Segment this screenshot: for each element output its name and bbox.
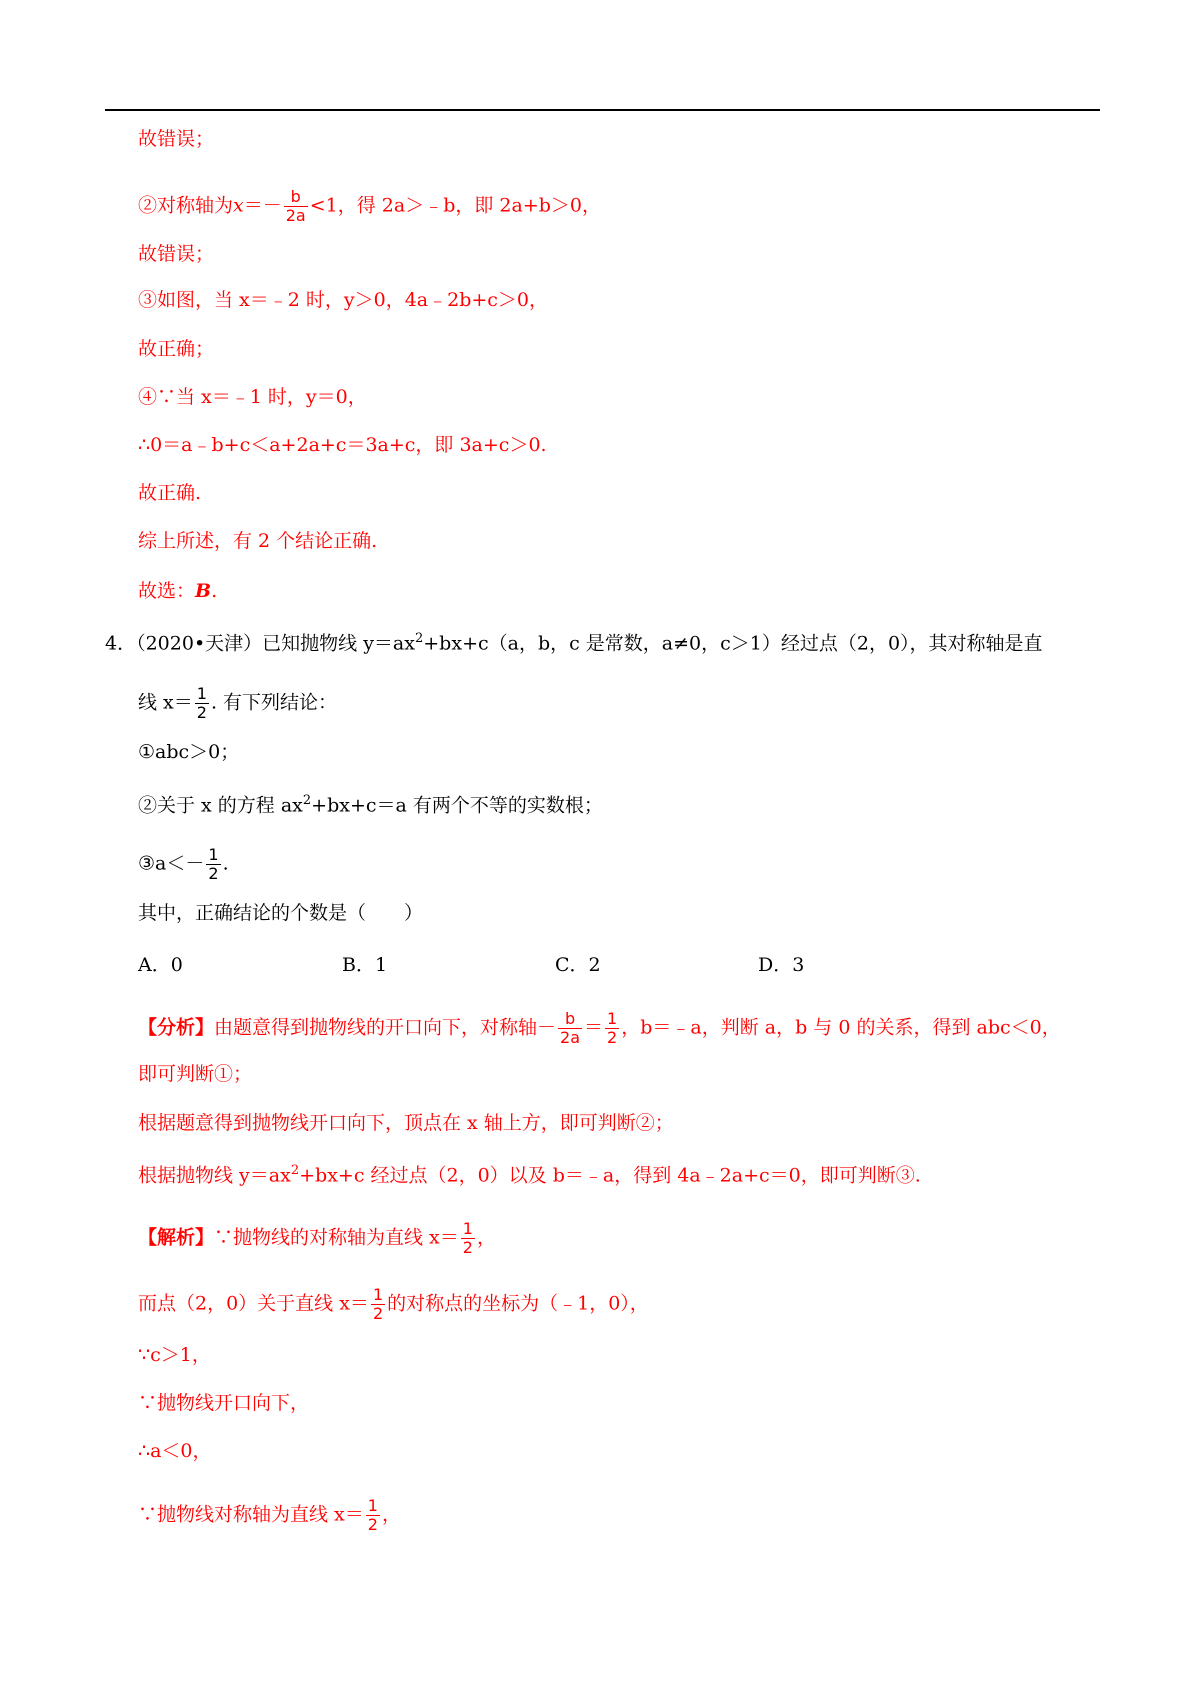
solution-tag: 【解析】: [138, 1226, 215, 1249]
solution-line-5: ∴a＜0，: [138, 1440, 212, 1462]
question-source: （2020•天津）: [136, 632, 263, 655]
fraction-one-half: $\frac{1}{2}$: [607, 1009, 618, 1047]
prev-line-3: 故错误；: [138, 243, 215, 265]
option-d: D．3: [758, 954, 805, 976]
solution-line-1: 【解析】∵抛物线的对称轴为直线 x＝ $\frac{1}{2}$ ，: [138, 1219, 496, 1257]
prev-line-7: ∴0＝a﹣b+c＜a+2a+c＝3a+c，即 3a+c＞0.: [138, 434, 547, 456]
conclusion-3: ③a＜－ $\frac{1}{2}$ .: [138, 845, 229, 883]
analysis-line-3: 根据题意得到抛物线开口向下，顶点在 x 轴上方，即可判断②；: [138, 1112, 674, 1134]
question-number: 4．: [105, 632, 137, 655]
prev-line-2: ②对称轴为x＝－ $\frac{b}{2a}$ <1，得 2a＞﹣b，即 2a+b＞0，: [138, 187, 601, 225]
analysis-tag: 【分析】: [138, 1016, 215, 1039]
solution-line-2: 而点（2，0）关于直线 x＝ $\frac{1}{2}$ 的对称点的坐标为（﹣1，0），: [138, 1285, 649, 1323]
option-a: A．0: [138, 954, 183, 976]
fraction-b-over-2a: $\frac{b}{2a}$: [285, 187, 306, 225]
fraction-b-over-2a: $\frac{b}{2a}$: [560, 1009, 581, 1047]
solution-line-6: ∵抛物线对称轴为直线 x＝ $\frac{1}{2}$ ，: [138, 1496, 401, 1534]
option-c: C．2: [555, 954, 601, 976]
solution-line-3: ∵c＞1，: [138, 1344, 211, 1366]
prev-line-1: 故错误；: [138, 128, 215, 150]
analysis-line-1: 【分析】由题意得到抛物线的开口向下，对称轴－ $\frac{b}{2a}$ ＝ $\frac{1}{2}$ ，b＝﹣a，判断 a，b 与 0 的关系，得到 abc＜0，: [138, 1009, 1061, 1047]
header-rule: [105, 109, 1100, 111]
analysis-line-2: 即可判断①；: [138, 1063, 253, 1085]
question-ask: 其中，正确结论的个数是（ ）: [138, 902, 424, 924]
prev-line-8: 故正确.: [138, 482, 202, 504]
fraction-one-half: $\frac{1}{2}$: [372, 1285, 384, 1323]
prev-line-5: 故正确；: [138, 338, 215, 360]
question-stem-line-2: 线 x＝ $\frac{1}{2}$ . 有下列结论：: [138, 684, 338, 722]
prev-line-6: ④∵当 x＝﹣1 时，y＝0，: [138, 386, 367, 408]
solution-line-4: ∵抛物线开口向下，: [138, 1392, 310, 1414]
conclusion-2: ②关于 x 的方程 $ax^2+bx+c=a$ 有两个不等的实数根；: [138, 793, 603, 817]
prev-line-4: ③如图，当 x＝﹣2 时，y＞0，4a﹣2b+c＞0，: [138, 289, 549, 311]
prev-line-9: 综上所述，有 2 个结论正确.: [138, 530, 378, 552]
prev-line-10: 故选：B.: [138, 580, 218, 602]
fraction-one-half: $\frac{1}{2}$: [462, 1219, 473, 1257]
fraction-one-half: $\frac{1}{2}$: [196, 684, 207, 722]
fraction-one-half: $\frac{1}{2}$: [208, 845, 219, 883]
fraction-one-half: $\frac{1}{2}$: [367, 1496, 378, 1534]
question-stem-line-1: 4．（2020•天津）已知抛物线 $y=ax^2+bx+c(a$，b，c 是常数，a≠0，c＞1）经过点（2，0），其对称轴是直: [105, 631, 1043, 655]
conclusion-1: ①abc＞0；: [138, 741, 240, 763]
analysis-line-4: 根据抛物线 $y=ax^2+bx+c$ 经过点（2，0）以及 b＝﹣a，得到 4a﹣2a+c＝0，即可判断③.: [138, 1163, 921, 1187]
option-b: B．1: [342, 954, 388, 976]
